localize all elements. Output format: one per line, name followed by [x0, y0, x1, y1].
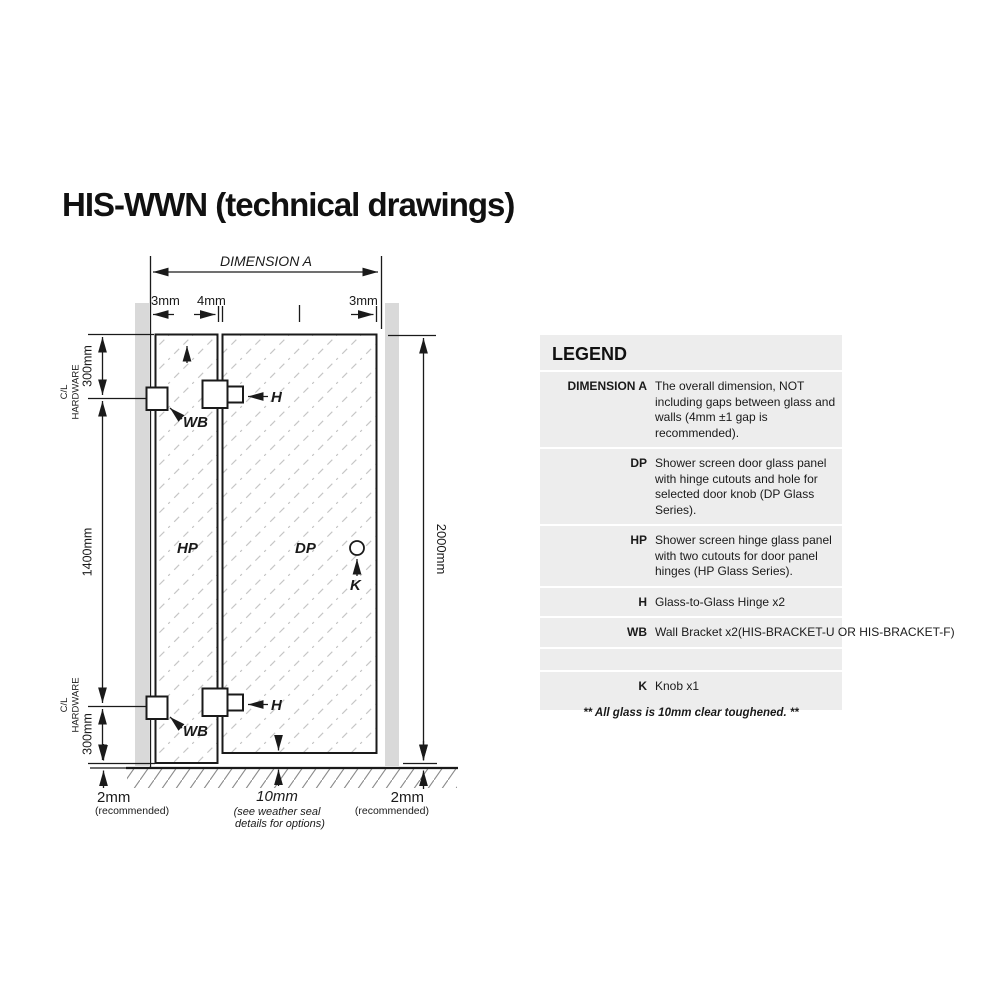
- legend-term: DP: [630, 456, 647, 470]
- page-title: HIS-WWN (technical drawings): [62, 186, 515, 223]
- legend-row-k: [540, 670, 842, 701]
- legend-desc: Shower screen door glass panel with hinge cutouts and hole for selected door knob (DP Glass Series).: [655, 456, 827, 517]
- weather-seal-note-line2: details for options): [235, 818, 325, 830]
- weather-seal-note-line1: (see weather seal: [233, 806, 321, 818]
- legend-desc: Shower screen hinge glass panel with two cutouts for door panel hinges (HP Glass Series).: [655, 533, 832, 578]
- top-gap-dimensions: [151, 293, 378, 322]
- bottom-hardware-label: HARDWARE: [70, 677, 82, 733]
- glass-footnote: ** All glass is 10mm clear toughened. **: [583, 707, 799, 719]
- legend-term: WB: [627, 625, 647, 639]
- height-2000mm-label: 2000mm: [434, 523, 449, 575]
- bottom-10mm-label: 10mm: [256, 788, 298, 805]
- hinge-top-label: H: [271, 389, 282, 406]
- legend-desc: The overall dimension, NOT including gaps between glass and walls (4mm ±1 gap is recommended).: [655, 379, 836, 440]
- legend-term: K: [638, 678, 647, 693]
- bottom-cl-label: C/L: [59, 697, 70, 713]
- knob-label: K: [350, 577, 361, 594]
- legend-desc: Knob x1: [655, 678, 700, 693]
- legend-title: LEGEND: [552, 344, 628, 364]
- top-hardware-label: HARDWARE: [70, 364, 82, 420]
- legend-term: H: [638, 594, 647, 609]
- legend-term: HP: [630, 533, 647, 547]
- legend-desc: Glass-to-Glass Hinge x2: [655, 594, 786, 609]
- legend-desc: [655, 656, 839, 664]
- hinge-bottom-label: H: [271, 697, 282, 714]
- left-2mm-label: 2mm: [97, 789, 131, 806]
- legend-desc: Wall Bracket x2(HIS-BRACKET-U OR HIS-BRACKET-F): [655, 625, 955, 639]
- legend-row-hp: [540, 524, 842, 586]
- hp-panel-label: HP: [177, 540, 198, 557]
- bottom-300mm-label: 300mm: [80, 713, 95, 755]
- gap-right-label: 3mm: [349, 293, 378, 308]
- top-300mm-label: 300mm: [80, 345, 95, 387]
- legend-row-dp: [540, 447, 842, 524]
- top-cl-label: C/L: [59, 384, 70, 400]
- right-recommended-label: (recommended): [354, 805, 429, 817]
- legend-term: DIMENSION A: [567, 379, 647, 393]
- floor-hatch: [127, 769, 457, 788]
- dimension-a-label: DIMENSION A: [219, 253, 313, 269]
- dimension-a: [153, 253, 378, 272]
- right-wall: [385, 303, 399, 766]
- right-2mm-label: 2mm: [390, 789, 424, 806]
- legend-row-h: [540, 586, 842, 617]
- wall-bracket-bottom-label: WB: [183, 723, 208, 740]
- legend-row-wb: [540, 616, 955, 647]
- wall-bracket-top-label: WB: [183, 414, 208, 431]
- legend-row-dimension-a: [540, 370, 842, 447]
- left-recommended-label: (recommended): [95, 805, 170, 817]
- legend-panel: [540, 335, 955, 710]
- legend-term: [540, 656, 647, 664]
- gap-left-label: 3mm: [151, 293, 180, 308]
- gap-mid-label: 4mm: [197, 293, 226, 308]
- mid-1400mm-label: 1400mm: [80, 527, 95, 577]
- dp-panel-label: DP: [295, 540, 316, 557]
- legend-row-spacer: [540, 647, 842, 670]
